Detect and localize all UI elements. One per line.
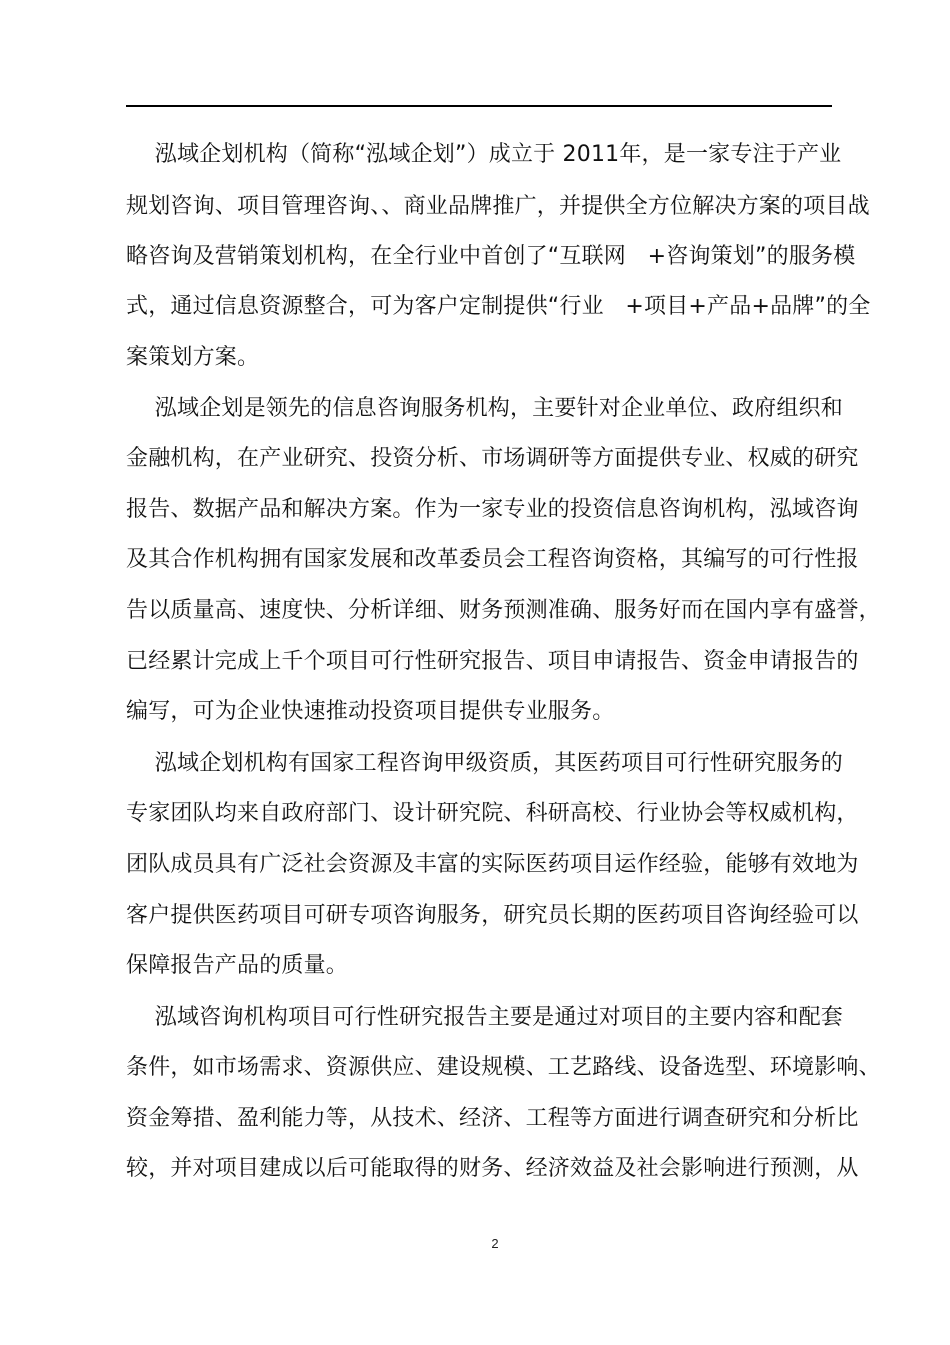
text-line: 案策划方案。 <box>126 345 260 370</box>
text-line: 泓域企划机构（简称“泓域企划”）成立于 2011年，是一家专注于产业 <box>126 142 842 167</box>
text-line: 客户提供医药项目可研专项咨询服务，研究员长期的医药项目咨询经验可以 <box>126 903 859 928</box>
text-line: 保障报告产品的质量。 <box>126 953 349 978</box>
text-line: 泓域咨询机构项目可行性研究报告主要是通过对项目的主要内容和配套 <box>126 1005 843 1030</box>
text-line: 报告、数据产品和解决方案。作为一家专业的投资信息咨询机构，泓域咨询 <box>126 497 859 522</box>
text-line: 编写，可为企业快速推动投资项目提供专业服务。 <box>126 699 615 724</box>
text-line: 条件，如市场需求、资源供应、建设规模、工艺路线、设备选型、环境影响、 <box>126 1055 881 1080</box>
text-line: 较，并对项目建成以后可能取得的财务、经济效益及社会影响进行预测，从 <box>126 1156 859 1181</box>
text-line: 告以质量高、速度快、分析详细、财务预测准确、服务好而在国内享有盛誉， <box>126 598 881 623</box>
text-line: 规划咨询、项目管理咨询、、商业品牌推广，并提供全方位解决方案的项目战 <box>126 194 870 219</box>
page-number: 2 <box>491 1236 499 1251</box>
text-line: 泓域企划机构有国家工程咨询甲级资质，其医药项目可行性研究服务的 <box>126 751 843 776</box>
text-line: 及其合作机构拥有国家发展和改革委员会工程咨询资格，其编写的可行性报 <box>126 547 859 572</box>
text-line: 团队成员具有广泛社会资源及丰富的实际医药项目运作经验，能够有效地为 <box>126 852 859 877</box>
text-line: 略咨询及营销策划机构，在全行业中首创了“互联网 +咨询策划”的服务模 <box>126 244 856 269</box>
text-line: 泓域企划是领先的信息咨询服务机构，主要针对企业单位、政府组织和 <box>126 396 843 421</box>
text-line: 专家团队均来自政府部门、设计研究院、科研高校、行业协会等权威机构， <box>126 801 859 826</box>
text-line: 金融机构，在产业研究、投资分析、市场调研等方面提供专业、权威的研究 <box>126 446 859 471</box>
text-line: 已经累计完成上千个项目可行性研究报告、项目申请报告、资金申请报告的 <box>126 649 859 674</box>
header-rule <box>126 105 832 107</box>
text-line: 资金筹措、盈利能力等，从技术、经济、工程等方面进行调查研究和分析比 <box>126 1106 859 1131</box>
text-line: 式，通过信息资源整合，可为客户定制提供“行业 +项目+产品+品牌”的全 <box>126 294 871 319</box>
